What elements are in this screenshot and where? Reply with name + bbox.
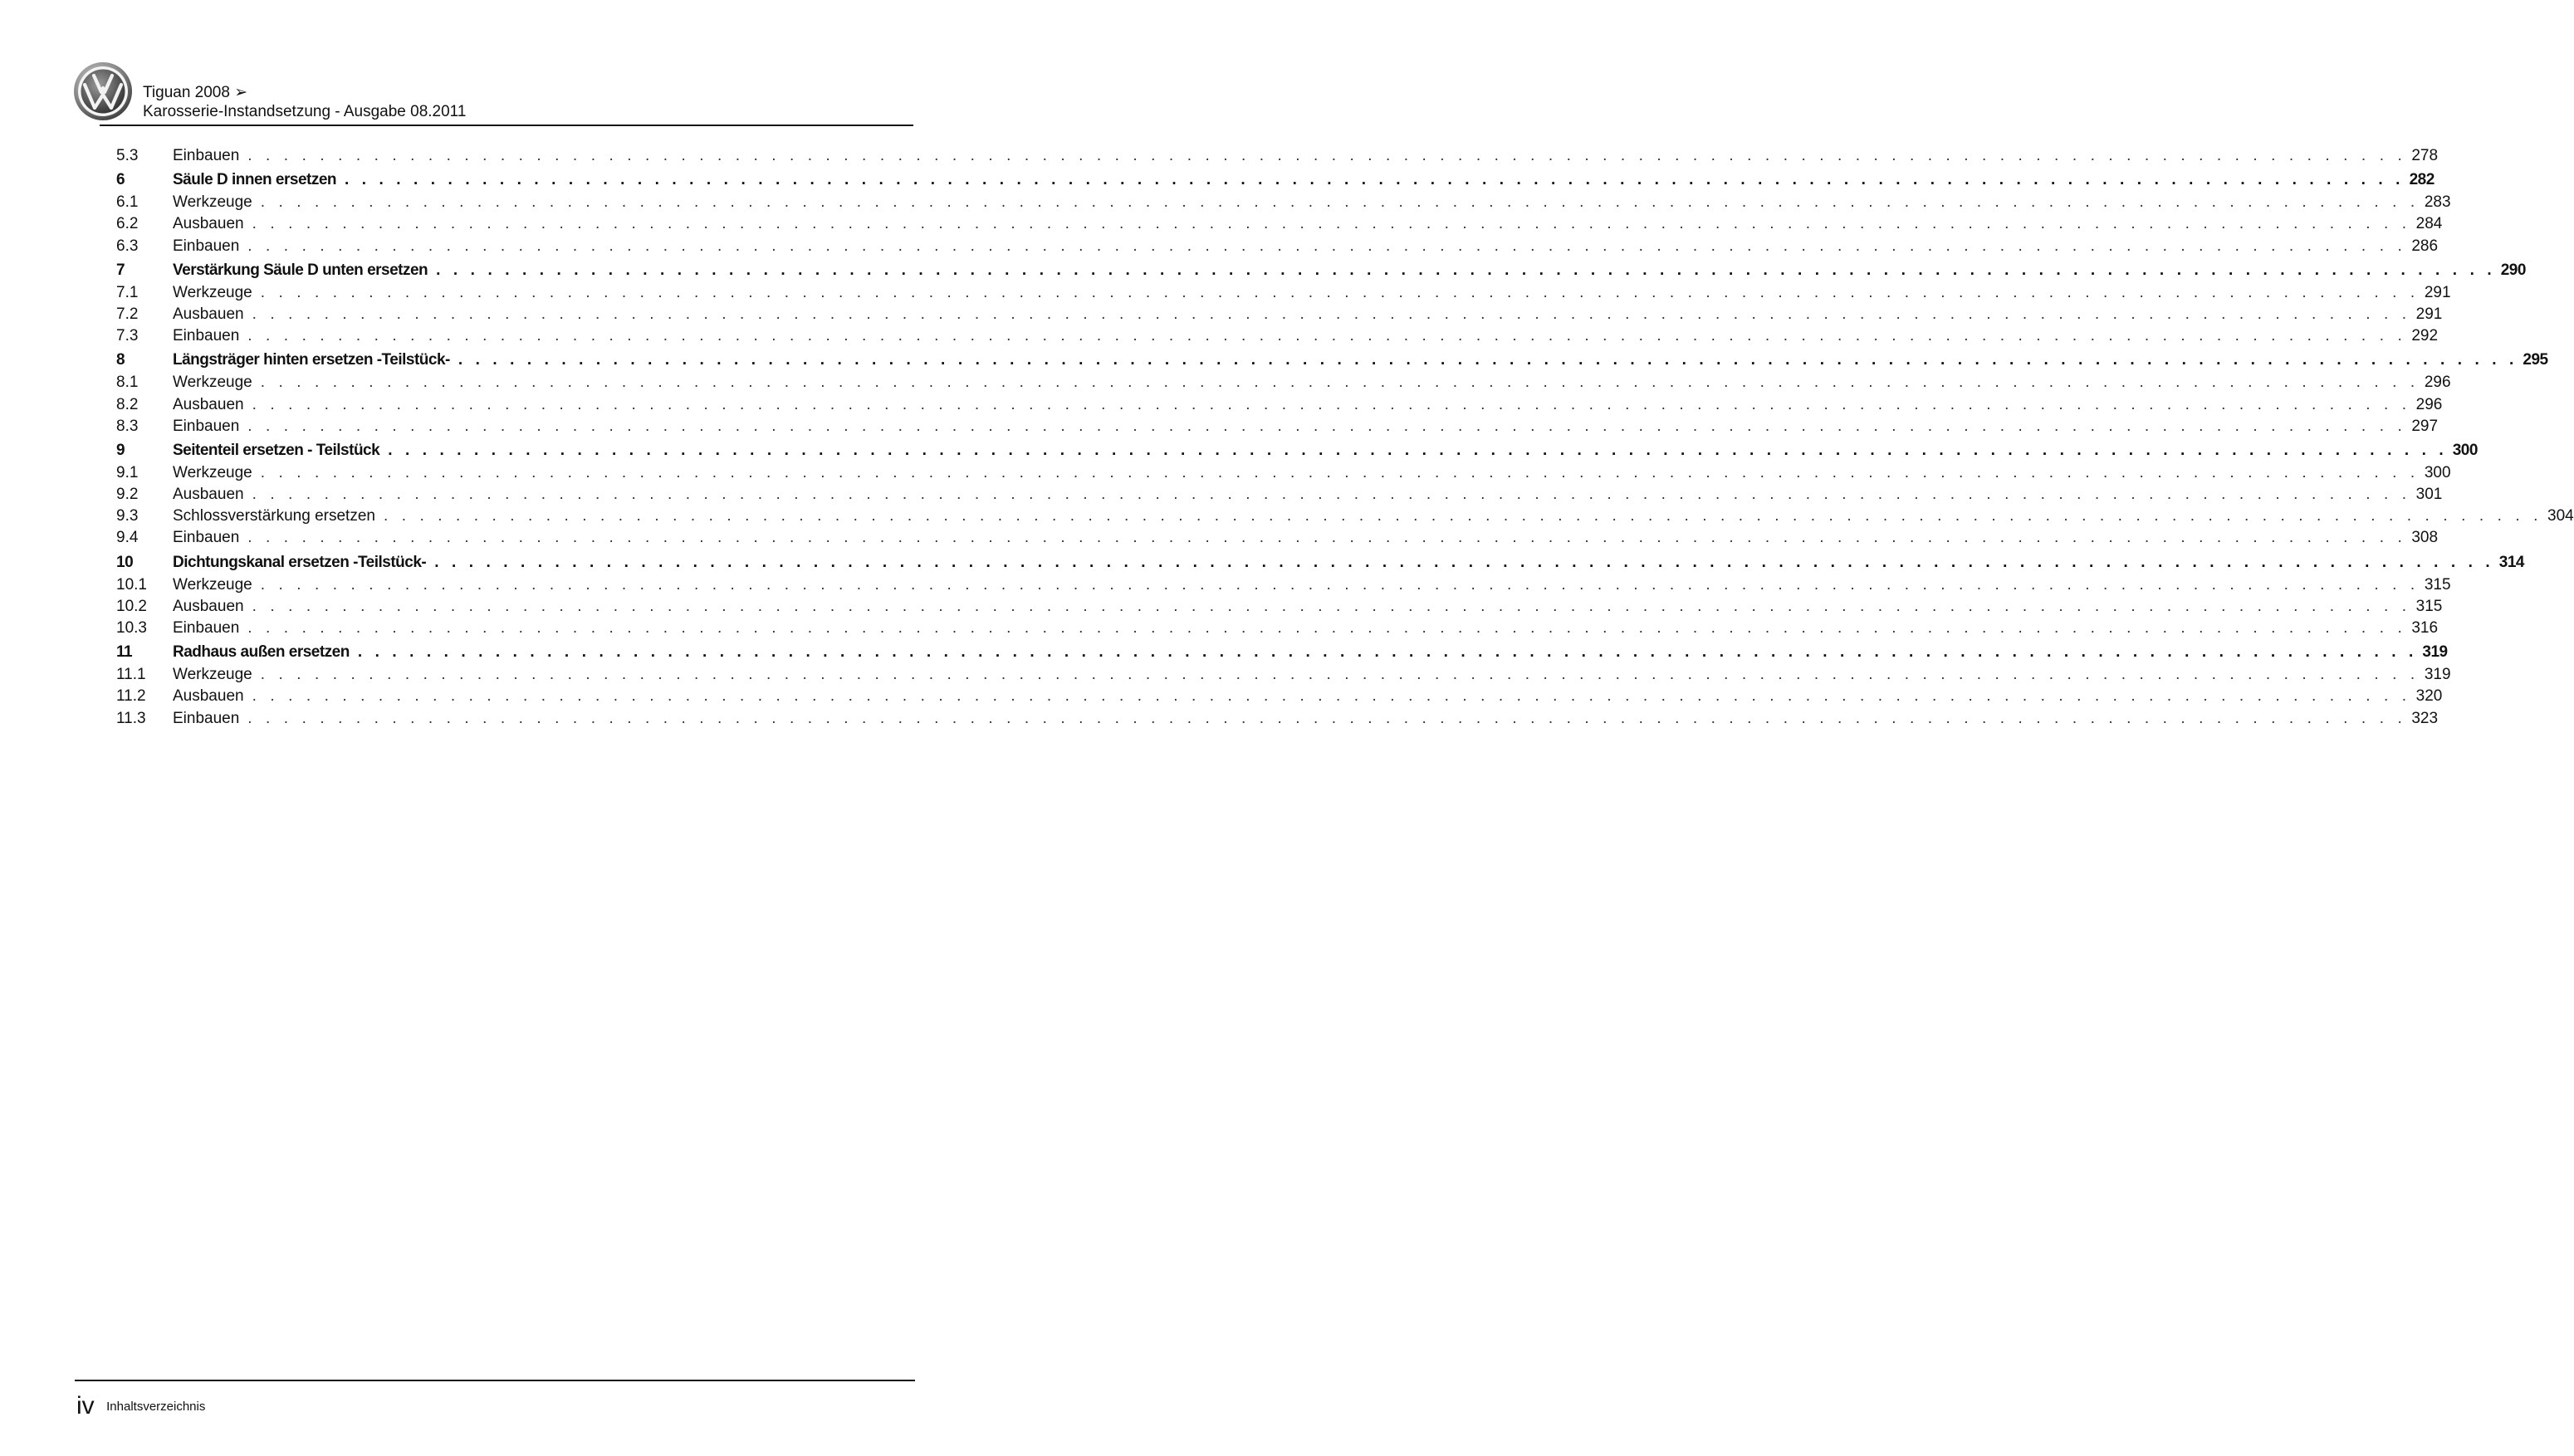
toc-title: Verstärkung Säule D unten ersetzen xyxy=(173,257,436,284)
toc-page-number: 319 xyxy=(2417,639,2447,666)
toc-number: 5.3 xyxy=(116,147,139,164)
toc-page-number: 292 xyxy=(2406,325,2438,347)
toc-entry-line xyxy=(173,618,2439,639)
toc-dot-leader: . . . . . . . . . . . . . . . . . . . . . . . . . . . . . . . . . . . . . . . . . . . . . . . . . . . . . . . . . . . . . . . . . . . . . . . . . . . . . . . . . . . . . . . . . . . . . . . . . . . . . . . . . . . . . . . . . . . . . . . . xyxy=(383,507,2542,525)
toc-number: 9 xyxy=(116,441,125,459)
toc-entry-row[interactable] xyxy=(116,282,2451,304)
toc-page-number: 320 xyxy=(2411,686,2443,707)
vw-logo-icon xyxy=(73,61,133,121)
toc-entry-line xyxy=(173,282,2451,304)
toc-entry-line xyxy=(173,527,2439,549)
toc-number: 9.1 xyxy=(116,463,139,481)
toc-page-number: 316 xyxy=(2406,618,2438,639)
toc-number: 11.3 xyxy=(116,709,146,727)
toc-chapter-row[interactable] xyxy=(116,347,2548,372)
toc-entry-row[interactable] xyxy=(116,618,2439,639)
footer-label: Inhaltsverzeichnis xyxy=(106,1400,206,1414)
toc-dot-leader: . . . . . . . . . . . . . . . . . . . . . . . . . . . . . . . . . . . . . . . . . . . . . . . . . . . . . . . . . . . . . . . . . . . . . . . . . . . . . . . . . . . . . . . . . . . . . . . . . . . . . . . . . . . . . . . . . . . . . . . . xyxy=(247,147,2407,164)
toc-entry-row[interactable] xyxy=(116,506,2574,527)
toc-title: Einbauen xyxy=(173,145,247,167)
toc-number: 10.1 xyxy=(116,575,147,594)
toc-page-number: 291 xyxy=(2420,282,2451,304)
toc-entry-line xyxy=(173,462,2451,484)
toc-page-number: 296 xyxy=(2420,372,2451,393)
toc-number: 9.3 xyxy=(116,507,139,525)
toc-dot-leader: . . . . . . . . . . . . . . . . . . . . . . . . . . . . . . . . . . . . . . . . . . . . . . . . . . . . . . . . . . . . . . . . . . . . . . . . . . . . . . . . . . . . . . . . . . . . . . . . . . . . . . . . . . . . . . . . . . . . . . . . xyxy=(260,666,2420,684)
toc-dot-leader: . . . . . . . . . . . . . . . . . . . . . . . . . . . . . . . . . . . . . . . . . . . . . . . . . . . . . . . . . . . . . . . . . . . . . . . . . . . . . . . . . . . . . . . . . . . . . . . . . . . . . . . . . . . . . . . . . . . . . . . . xyxy=(345,171,2405,189)
toc-title: Einbauen xyxy=(173,527,247,549)
toc-number: 7.1 xyxy=(116,283,139,301)
page-header xyxy=(73,58,913,126)
toc-entry-line xyxy=(173,437,2478,464)
toc-page-number: 286 xyxy=(2406,236,2438,257)
toc-title: Ausbauen xyxy=(173,213,252,235)
toc-number: 10.2 xyxy=(116,597,147,615)
toc-entry-row[interactable] xyxy=(116,394,2443,416)
toc-entry-line xyxy=(173,664,2451,686)
toc-entry-line xyxy=(173,192,2451,213)
toc-dot-leader: . . . . . . . . . . . . . . . . . . . . . . . . . . . . . . . . . . . . . . . . . . . . . . . . . . . . . . . . . . . . . . . . . . . . . . . . . . . . . . . . . . . . . . . . . . . . . . . . . . . . . . . . . . . . . . . . . . . . . . . . xyxy=(252,597,2411,615)
toc-title: Einbauen xyxy=(173,416,247,437)
toc-entry-row[interactable] xyxy=(116,416,2439,437)
toc-entry-line xyxy=(173,394,2443,416)
toc-dot-leader: . . . . . . . . . . . . . . . . . . . . . . . . . . . . . . . . . . . . . . . . . . . . . . . . . . . . . . . . . . . . . . . . . . . . . . . . . . . . . . . . . . . . . . . . . . . . . . . . . . . . . . . . . . . . . . . . . . . . . . . . xyxy=(252,395,2411,413)
toc-title: Ausbauen xyxy=(173,484,252,506)
toc-entry-line xyxy=(173,304,2443,325)
footer-divider xyxy=(75,1380,915,1381)
toc-dot-leader: . . . . . . . . . . . . . . . . . . . . . . . . . . . . . . . . . . . . . . . . . . . . . . . . . . . . . . . . . . . . . . . . . . . . . . . . . . . . . . . . . . . . . . . . . . . . . . . . . . . . . . . . . . . . . . . . . . . . . . . . xyxy=(252,687,2411,706)
toc-page-number: 323 xyxy=(2406,708,2438,730)
toc-entry-line xyxy=(173,416,2439,437)
toc-page-number: 315 xyxy=(2411,596,2443,618)
toc-number: 8 xyxy=(116,351,125,369)
toc-title: Säule D innen ersetzen xyxy=(173,167,345,193)
toc-number: 8.1 xyxy=(116,374,139,392)
toc-page-number: 290 xyxy=(2496,257,2526,284)
toc-entry-row[interactable] xyxy=(116,192,2451,213)
toc-entry-row[interactable] xyxy=(116,372,2451,393)
toc-dot-leader: . . . . . . . . . . . . . . . . . . . . . . . . . . . . . . . . . . . . . . . . . . . . . . . . . . . . . . . . . . . . . . . . . . . . . . . . . . . . . . . . . . . . . . . . . . . . . . . . . . . . . . . . . . . . . . . . . . . . . . . . xyxy=(247,237,2407,255)
toc-number: 6.2 xyxy=(116,215,139,233)
header-model: Tiguan 2008 ➢ xyxy=(143,84,248,101)
toc-entry-line xyxy=(173,639,2448,666)
toc-page-number: 300 xyxy=(2448,437,2478,464)
toc-page-number: 319 xyxy=(2420,664,2451,686)
toc-entry-line xyxy=(173,145,2439,167)
toc-page-number: 304 xyxy=(2542,506,2574,527)
toc-dot-leader: . . . . . . . . . . . . . . . . . . . . . . . . . . . . . . . . . . . . . . . . . . . . . . . . . . . . . . . . . . . . . . . . . . . . . . . . . . . . . . . . . . . . . . . . . . . . . . . . . . . . . . . . . . . . . . . . . . . . . . . . xyxy=(434,553,2494,571)
toc-number: 8.3 xyxy=(116,417,139,435)
toc-dot-leader: . . . . . . . . . . . . . . . . . . . . . . . . . . . . . . . . . . . . . . . . . . . . . . . . . . . . . . . . . . . . . . . . . . . . . . . . . . . . . . . . . . . . . . . . . . . . . . . . . . . . . . . . . . . . . . . . . . . . . . . . xyxy=(260,193,2420,212)
toc-page-number: 300 xyxy=(2420,462,2451,484)
toc-entry-row[interactable] xyxy=(116,596,2443,618)
toc-dot-leader: . . . . . . . . . . . . . . . . . . . . . . . . . . . . . . . . . . . . . . . . . . . . . . . . . . . . . . . . . . . . . . . . . . . . . . . . . . . . . . . . . . . . . . . . . . . . . . . . . . . . . . . . . . . . . . . . . . . . . . . . xyxy=(357,643,2418,662)
toc-title: Schlossverstärkung ersetzen xyxy=(173,506,384,527)
toc-entry-row[interactable] xyxy=(116,304,2443,325)
header-subtitle: Karosserie-Instandsetzung - Ausgabe 08.2011 xyxy=(143,103,467,120)
toc-entry-row[interactable] xyxy=(116,213,2443,235)
toc-number: 10.3 xyxy=(116,619,147,637)
toc-title: Werkzeuge xyxy=(173,372,261,393)
toc-dot-leader: . . . . . . . . . . . . . . . . . . . . . . . . . . . . . . . . . . . . . . . . . . . . . . . . . . . . . . . . . . . . . . . . . . . . . . . . . . . . . . . . . . . . . . . . . . . . . . . . . . . . . . . . . . . . . . . . . . . . . . . . xyxy=(247,417,2407,435)
toc-title: Ausbauen xyxy=(173,394,252,416)
toc-entry-line xyxy=(173,686,2443,707)
toc-entry-line xyxy=(173,167,2435,193)
toc-title: Einbauen xyxy=(173,708,247,730)
toc-page-number: 284 xyxy=(2411,213,2443,235)
toc-dot-leader: . . . . . . . . . . . . . . . . . . . . . . . . . . . . . . . . . . . . . . . . . . . . . . . . . . . . . . . . . . . . . . . . . . . . . . . . . . . . . . . . . . . . . . . . . . . . . . . . . . . . . . . . . . . . . . . . . . . . . . . . xyxy=(260,463,2420,481)
toc-number: 11 xyxy=(116,643,133,662)
toc-chapter-row[interactable] xyxy=(116,550,2524,574)
toc-page-number: 295 xyxy=(2518,347,2547,374)
toc-entry-row[interactable] xyxy=(116,325,2439,347)
toc-entry-row[interactable] xyxy=(116,145,2439,167)
toc-entry-row[interactable] xyxy=(116,686,2443,707)
toc-entry-row[interactable] xyxy=(116,664,2451,686)
toc-number: 9.4 xyxy=(116,529,139,547)
toc-entry-row[interactable] xyxy=(116,527,2439,549)
toc-page-number: 301 xyxy=(2411,484,2443,506)
toc-dot-leader: . . . . . . . . . . . . . . . . . . . . . . . . . . . . . . . . . . . . . . . . . . . . . . . . . . . . . . . . . . . . . . . . . . . . . . . . . . . . . . . . . . . . . . . . . . . . . . . . . . . . . . . . . . . . . . . . . . . . . . . . xyxy=(458,351,2518,369)
toc-dot-leader: . . . . . . . . . . . . . . . . . . . . . . . . . . . . . . . . . . . . . . . . . . . . . . . . . . . . . . . . . . . . . . . . . . . . . . . . . . . . . . . . . . . . . . . . . . . . . . . . . . . . . . . . . . . . . . . . . . . . . . . . xyxy=(247,619,2407,637)
toc-title: Ausbauen xyxy=(173,596,252,618)
toc-number: 7.3 xyxy=(116,327,139,345)
toc-dot-leader: . . . . . . . . . . . . . . . . . . . . . . . . . . . . . . . . . . . . . . . . . . . . . . . . . . . . . . . . . . . . . . . . . . . . . . . . . . . . . . . . . . . . . . . . . . . . . . . . . . . . . . . . . . . . . . . . . . . . . . . . xyxy=(252,305,2411,323)
toc-dot-leader: . . . . . . . . . . . . . . . . . . . . . . . . . . . . . . . . . . . . . . . . . . . . . . . . . . . . . . . . . . . . . . . . . . . . . . . . . . . . . . . . . . . . . . . . . . . . . . . . . . . . . . . . . . . . . . . . . . . . . . . . xyxy=(260,283,2420,301)
toc-title: Werkzeuge xyxy=(173,664,261,686)
toc-entry-line xyxy=(173,325,2439,347)
toc-entry-line xyxy=(173,213,2443,235)
table-of-contents xyxy=(116,145,2574,730)
toc-title: Einbauen xyxy=(173,325,247,347)
toc-entry-line xyxy=(173,550,2524,576)
toc-entry-line xyxy=(173,484,2443,506)
toc-number: 6.3 xyxy=(116,237,139,255)
toc-dot-leader: . . . . . . . . . . . . . . . . . . . . . . . . . . . . . . . . . . . . . . . . . . . . . . . . . . . . . . . . . . . . . . . . . . . . . . . . . . . . . . . . . . . . . . . . . . . . . . . . . . . . . . . . . . . . . . . . . . . . . . . . xyxy=(252,215,2411,233)
toc-dot-leader: . . . . . . . . . . . . . . . . . . . . . . . . . . . . . . . . . . . . . . . . . . . . . . . . . . . . . . . . . . . . . . . . . . . . . . . . . . . . . . . . . . . . . . . . . . . . . . . . . . . . . . . . . . . . . . . . . . . . . . . . xyxy=(247,709,2407,727)
toc-dot-leader: . . . . . . . . . . . . . . . . . . . . . . . . . . . . . . . . . . . . . . . . . . . . . . . . . . . . . . . . . . . . . . . . . . . . . . . . . . . . . . . . . . . . . . . . . . . . . . . . . . . . . . . . . . . . . . . . . . . . . . . . xyxy=(260,575,2420,594)
toc-title: Radhaus außen ersetzen xyxy=(173,639,358,666)
toc-page-number: 291 xyxy=(2411,304,2443,325)
toc-entry-line xyxy=(173,347,2548,374)
toc-page-number: 314 xyxy=(2494,550,2524,576)
toc-title: Ausbauen xyxy=(173,304,252,325)
toc-number: 8.2 xyxy=(116,395,139,413)
toc-page-number: 296 xyxy=(2411,394,2443,416)
toc-entry-row[interactable] xyxy=(116,484,2443,506)
toc-number: 11.2 xyxy=(116,687,146,706)
toc-title: Werkzeuge xyxy=(173,192,261,213)
toc-dot-leader: . . . . . . . . . . . . . . . . . . . . . . . . . . . . . . . . . . . . . . . . . . . . . . . . . . . . . . . . . . . . . . . . . . . . . . . . . . . . . . . . . . . . . . . . . . . . . . . . . . . . . . . . . . . . . . . . . . . . . . . . xyxy=(247,327,2407,345)
toc-page-number: 315 xyxy=(2420,574,2451,596)
header-title-block xyxy=(143,83,466,121)
toc-chapter-row[interactable] xyxy=(116,257,2526,282)
toc-entry-line xyxy=(173,506,2574,527)
toc-entry-line xyxy=(173,236,2439,257)
toc-dot-leader: . . . . . . . . . . . . . . . . . . . . . . . . . . . . . . . . . . . . . . . . . . . . . . . . . . . . . . . . . . . . . . . . . . . . . . . . . . . . . . . . . . . . . . . . . . . . . . . . . . . . . . . . . . . . . . . . . . . . . . . . xyxy=(252,486,2411,504)
toc-entry-line xyxy=(173,574,2451,596)
toc-title: Seitenteil ersetzen - Teilstück xyxy=(173,437,388,464)
toc-entry-row[interactable] xyxy=(116,236,2439,257)
toc-page-number: 308 xyxy=(2406,527,2438,549)
toc-number: 7 xyxy=(116,261,125,279)
toc-page-number: 283 xyxy=(2420,192,2451,213)
toc-title: Einbauen xyxy=(173,618,247,639)
toc-number: 10 xyxy=(116,553,134,571)
toc-number: 7.2 xyxy=(116,305,139,323)
toc-title: Einbauen xyxy=(173,236,247,257)
toc-title: Längsträger hinten ersetzen -Teilstück- xyxy=(173,347,458,374)
toc-page-number: 282 xyxy=(2405,167,2435,193)
toc-dot-leader: . . . . . . . . . . . . . . . . . . . . . . . . . . . . . . . . . . . . . . . . . . . . . . . . . . . . . . . . . . . . . . . . . . . . . . . . . . . . . . . . . . . . . . . . . . . . . . . . . . . . . . . . . . . . . . . . . . . . . . . . xyxy=(436,261,2496,279)
toc-entry-line xyxy=(173,257,2526,284)
toc-number: 11.1 xyxy=(116,666,146,684)
toc-dot-leader: . . . . . . . . . . . . . . . . . . . . . . . . . . . . . . . . . . . . . . . . . . . . . . . . . . . . . . . . . . . . . . . . . . . . . . . . . . . . . . . . . . . . . . . . . . . . . . . . . . . . . . . . . . . . . . . . . . . . . . . . xyxy=(388,441,2448,459)
toc-entry-line xyxy=(173,372,2451,393)
toc-page-number: 278 xyxy=(2406,145,2438,167)
toc-title: Werkzeuge xyxy=(173,574,261,596)
toc-entry-line xyxy=(173,596,2443,618)
toc-number: 6.1 xyxy=(116,193,139,212)
toc-dot-leader: . . . . . . . . . . . . . . . . . . . . . . . . . . . . . . . . . . . . . . . . . . . . . . . . . . . . . . . . . . . . . . . . . . . . . . . . . . . . . . . . . . . . . . . . . . . . . . . . . . . . . . . . . . . . . . . . . . . . . . . . xyxy=(260,374,2420,392)
toc-entry-line xyxy=(173,708,2439,730)
toc-entry-row[interactable] xyxy=(116,462,2451,484)
toc-entry-row[interactable] xyxy=(116,574,2451,596)
toc-chapter-row[interactable] xyxy=(116,437,2478,462)
toc-chapter-row[interactable] xyxy=(116,639,2448,664)
toc-chapter-row[interactable] xyxy=(116,167,2435,192)
toc-title: Werkzeuge xyxy=(173,462,261,484)
page-footer xyxy=(76,1391,205,1421)
toc-title: Dichtungskanal ersetzen -Teilstück- xyxy=(173,550,434,576)
toc-entry-row[interactable] xyxy=(116,708,2439,730)
toc-number: 9.2 xyxy=(116,486,139,504)
toc-page-number: 297 xyxy=(2406,416,2438,437)
toc-title: Werkzeuge xyxy=(173,282,261,304)
header-divider xyxy=(100,125,913,126)
toc-title: Ausbauen xyxy=(173,686,252,707)
footer-page-number: iv xyxy=(76,1392,95,1419)
toc-number: 6 xyxy=(116,171,125,189)
toc-dot-leader: . . . . . . . . . . . . . . . . . . . . . . . . . . . . . . . . . . . . . . . . . . . . . . . . . . . . . . . . . . . . . . . . . . . . . . . . . . . . . . . . . . . . . . . . . . . . . . . . . . . . . . . . . . . . . . . . . . . . . . . . xyxy=(247,529,2407,547)
